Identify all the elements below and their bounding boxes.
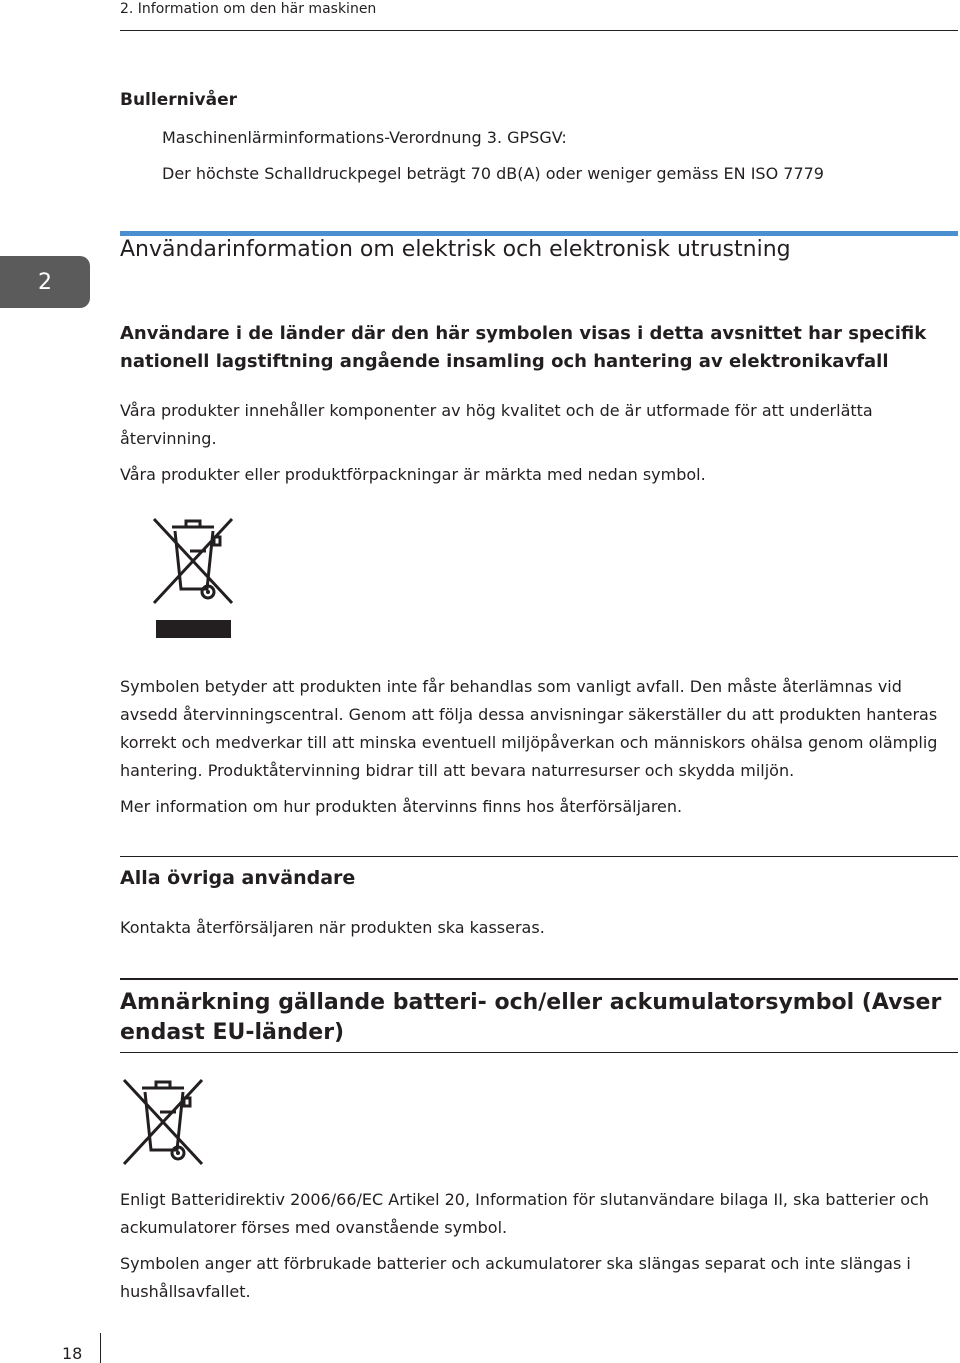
weee-title: Användarinformation om elektrisk och elektronisk utrustning <box>120 237 791 262</box>
battery-paragraph-1: Enligt Batteridirektiv 2006/66/EC Artikel 20, Information för slutanvändare bilaga II, ska batterier och ackumulatorer förses med ovanstående symbol. <box>120 1190 929 1237</box>
header-rule <box>120 30 958 31</box>
other-users-text: Kontakta återförsäljaren när produkten ska kasseras. <box>120 918 545 937</box>
battery-heading: Amnärkning gällande batteri- och/eller ackumulatorsymbol (Avser endast EU-länder) <box>120 990 942 1045</box>
running-header: 2. Information om den här maskinen <box>120 1 377 17</box>
section-rule-other-users <box>120 856 958 857</box>
section-rule-battery <box>120 978 958 980</box>
weee-paragraph-4: Mer information om hur produkten återvinns finns hos återförsäljaren. <box>120 797 683 816</box>
crossed-out-battery-bin-icon <box>120 1076 206 1166</box>
noise-line-1: Maschinenlärminformations-Verordnung 3. GPSGV: <box>162 128 567 147</box>
weee-subheading: Användare i de länder där den här symbolen visas i detta avsnittet har specifik nationell lagstiftning angående insamling och hantering av elektronikavfall <box>120 323 927 372</box>
noise-line-2: Der höchste Schalldruckpegel beträgt 70 dB(A) oder weniger gemäss EN ISO 7779 <box>162 164 824 183</box>
chapter-tab: 2 <box>0 256 90 308</box>
battery-heading-underline <box>120 1052 958 1053</box>
crossed-out-wheelie-bin-icon <box>150 515 236 605</box>
other-users-heading: Alla övriga användare <box>120 867 356 889</box>
section-rule-weee <box>120 231 958 236</box>
battery-paragraph-2: Symbolen anger att förbrukade batterier och ackumulatorer ska slängas separat och inte slängas i hushållsavfallet. <box>120 1254 911 1301</box>
weee-paragraph-1: Våra produkter innehåller komponenter av hög kvalitet och de är utformade för att underlätta återvinning. <box>120 401 873 448</box>
noise-heading: Bullernivåer <box>120 90 238 110</box>
weee-paragraph-2: Våra produkter eller produktförpackningar är märkta med nedan symbol. <box>120 465 706 484</box>
date-marking-bar <box>156 620 231 638</box>
weee-paragraph-3: Symbolen betyder att produkten inte får behandlas som vanligt avfall. Den måste återlämnas vid avsedd återvinningscentral. Genom att följa dessa anvisningar säkerställer du att produkten hanteras korrekt och medverkar till att minska eventuell miljöpåverkan och människors ohälsa genom olämplig hantering. Produktåtervinning bidrar till att bevara naturresurser och skydda miljön. <box>120 677 938 780</box>
page-number: 18 <box>62 1344 83 1363</box>
page-number-rule <box>100 1333 101 1363</box>
